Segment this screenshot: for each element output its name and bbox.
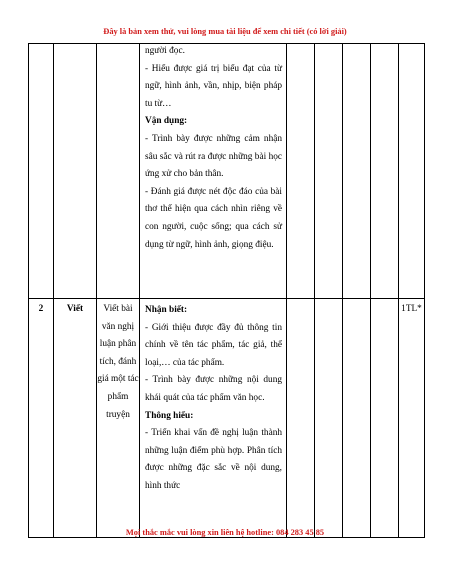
level-cell-4 bbox=[371, 299, 399, 538]
preview-notice: Đây là bản xem thử, vui lòng mua tài liệu để xem chi tiết (có lời giải) bbox=[103, 27, 347, 36]
level-cell-2 bbox=[315, 44, 343, 299]
unit-cell: Viết bài văn nghị luận phân tích, đánh giá một tác phẩm truyện bbox=[97, 299, 140, 538]
description-heading: Vận dụng: bbox=[145, 116, 188, 127]
description-heading: Nhận biết: bbox=[145, 305, 188, 315]
level-cell-1 bbox=[287, 44, 315, 299]
question-count-cell: 1TL* bbox=[399, 299, 425, 538]
hotline-notice: Mọi thắc mắc vui lòng xin liên hệ hotline: 084 283 45 85 bbox=[125, 528, 325, 537]
level-cell-1 bbox=[287, 299, 315, 538]
description-line: - Trình bày được những cảm nhận sâu sắc và rút ra được những bài học ứng xử cho bản thân. bbox=[145, 133, 282, 180]
description-line: - Giới thiệu được đầy đủ thông tin chính về tên tác phẩm, tác giả, thể loại,… của tác phẩm. bbox=[145, 322, 282, 368]
description-line: - Triển khai vấn đề nghị luận thành những luận điểm phù hợp. Phân tích được những đặc sắc về nội dung, hình thức bbox=[145, 428, 282, 491]
total-cell bbox=[399, 44, 425, 299]
description-text bbox=[145, 42, 282, 254]
description-line: - Hiểu được giá trị biểu đạt của từ ngữ, hình ảnh, vần, nhịp, biện pháp tu từ… bbox=[145, 63, 282, 109]
unit-cell bbox=[97, 44, 140, 299]
description-line: người đọc. bbox=[145, 46, 185, 56]
table-row bbox=[29, 44, 425, 299]
level-cell-4 bbox=[371, 44, 399, 299]
level-cell-3 bbox=[343, 44, 371, 299]
specification-table bbox=[28, 43, 425, 538]
level-cell-3 bbox=[343, 299, 371, 538]
skill-cell bbox=[54, 44, 97, 299]
skill-cell: Viết bbox=[54, 299, 97, 538]
description-cell bbox=[140, 299, 287, 538]
description-line: - Trình bày được những nội dung khái quát của tác phẩm văn học. bbox=[145, 375, 282, 403]
description-text bbox=[145, 301, 282, 496]
table-row bbox=[29, 299, 425, 538]
row-number-cell bbox=[29, 44, 54, 299]
description-cell bbox=[140, 44, 287, 299]
description-heading: Thông hiểu: bbox=[145, 410, 194, 421]
row-number-cell: 2 bbox=[29, 299, 54, 538]
level-cell-2 bbox=[315, 299, 343, 538]
description-line: - Đánh giá được nét độc đáo của bài thơ thể hiện qua cách nhìn riêng về con người, cuộc sống; qua cách sử dụng từ ngữ, hình ảnh, giọng điệu. bbox=[145, 186, 282, 250]
